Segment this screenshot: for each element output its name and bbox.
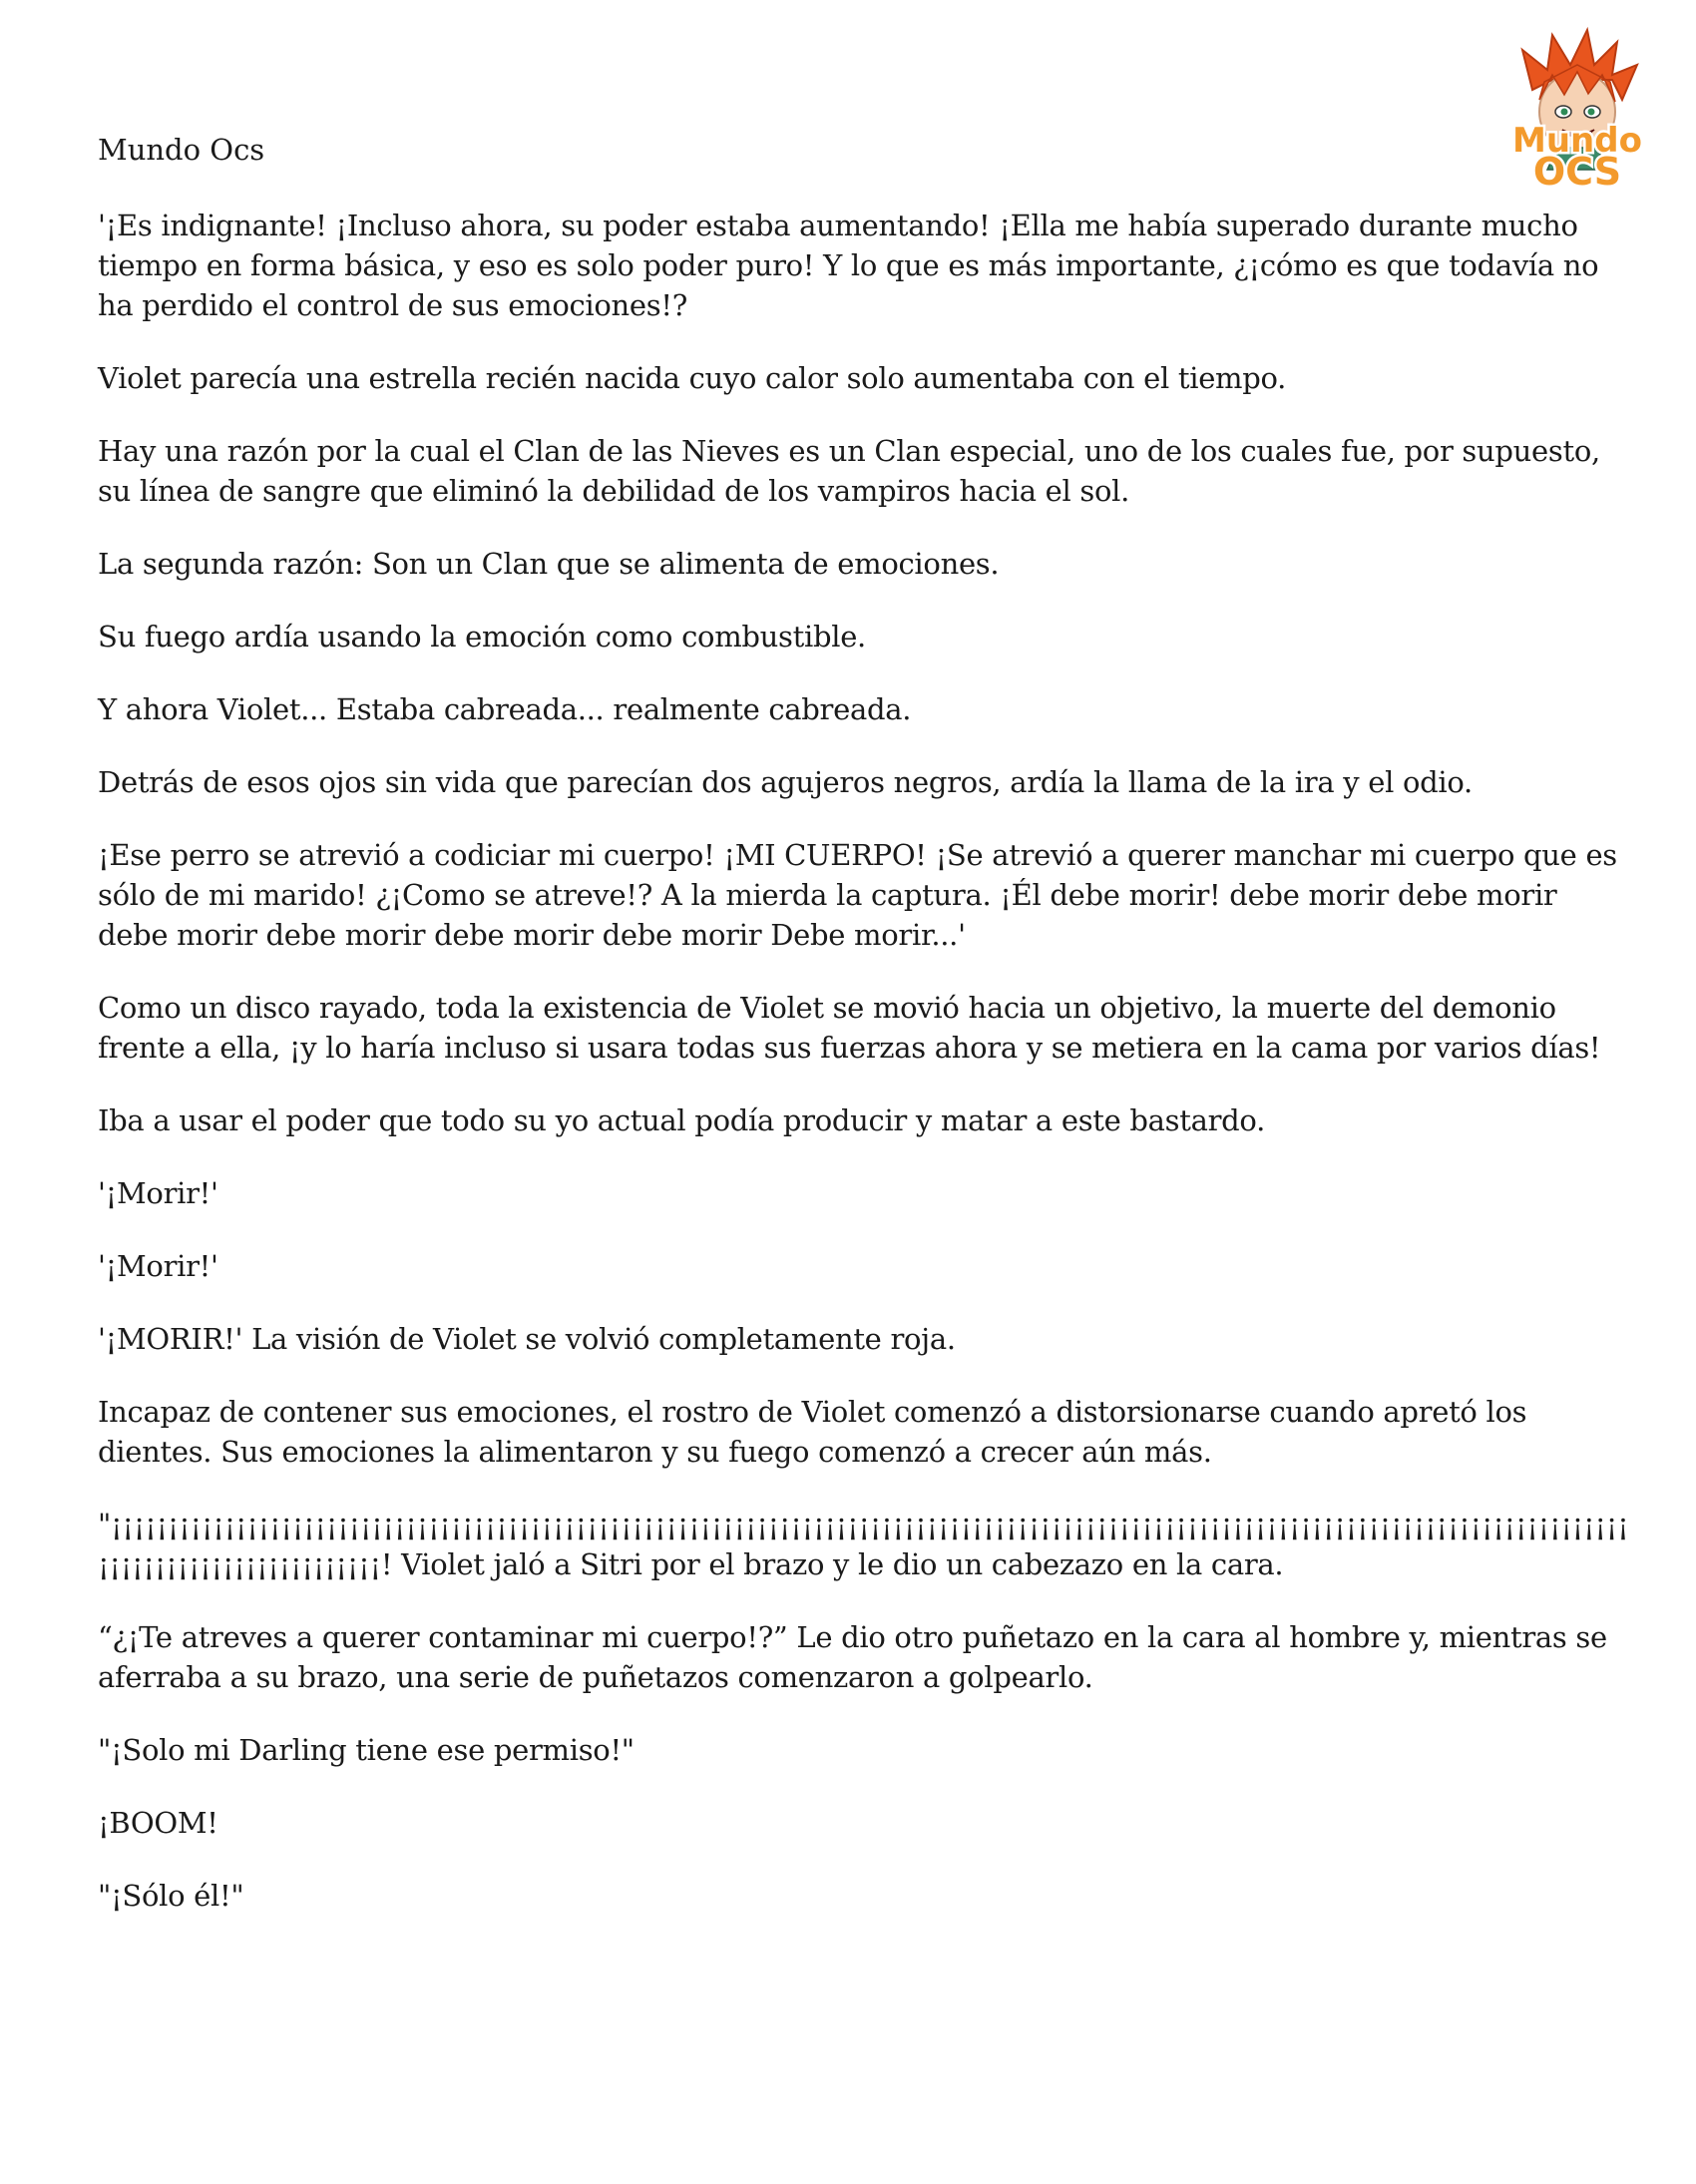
mundo-ocs-logo-icon xyxy=(1492,20,1662,195)
paragraph: Incapaz de contener sus emociones, el rostro de Violet comenzó a distorsionarse cuando apretó los dientes. Sus emociones la alimentaron y su fuego comenzó a crecer aún más. xyxy=(98,1395,1527,1469)
paragraph: "¡Sólo él!" xyxy=(98,1879,244,1913)
logo-text-line2: OCS xyxy=(1532,150,1622,194)
paragraph: Violet parecía una estrella recién nacida cuyo calor solo aumentaba con el tiempo. xyxy=(98,361,1287,395)
paragraph: “¿¡Te atreves a querer contaminar mi cuerpo!?” Le dio otro puñetazo en la cara al hombre y, mientras se aferraba a su brazo, una serie de puñetazos comenzaron a golpearlo. xyxy=(98,1620,1607,1694)
paragraph: "¡¡¡¡¡¡¡¡¡¡¡¡¡¡¡¡¡¡¡¡¡¡¡¡¡¡¡¡¡¡¡¡¡¡¡¡¡¡¡¡¡¡¡¡¡¡¡¡¡¡¡¡¡¡¡¡¡¡¡¡¡¡¡¡¡¡¡¡¡¡¡¡¡¡¡¡¡¡¡¡¡¡¡¡¡¡¡¡¡¡¡¡¡¡¡¡¡¡¡¡¡¡¡¡¡¡¡¡¡¡¡¡¡¡¡¡¡¡¡¡¡¡¡¡¡¡¡¡¡¡¡¡¡¡¡¡¡¡¡¡¡¡¡¡¡¡¡¡¡¡¡¡¡¡¡¡¡¡¡! Violet jaló a Sitri por el brazo y le dio un cabezazo en la cara. xyxy=(98,1508,1629,1581)
paragraph: '¡MORIR!' La visión de Violet se volvió completamente roja. xyxy=(98,1322,956,1356)
logo-wordmark xyxy=(1492,20,1662,195)
paragraph: Detrás de esos ojos sin vida que parecían dos agujeros negros, ardía la llama de la ira y el odio. xyxy=(98,765,1473,799)
paragraph: '¡Es indignante! ¡Incluso ahora, su poder estaba aumentando! ¡Ella me había superado durante mucho tiempo en forma básica, y eso es solo poder puro! Y lo que es más importante, ¿¡cómo es que todavía no ha perdido el control de sus emociones!? xyxy=(98,209,1599,322)
paragraph: Y ahora Violet... Estaba cabreada... realmente cabreada. xyxy=(98,692,912,726)
paragraph: '¡Morir!' xyxy=(98,1249,218,1283)
paragraph: ¡BOOM! xyxy=(98,1806,218,1840)
paragraph: Su fuego ardía usando la emoción como combustible. xyxy=(98,620,866,654)
page-header: Mundo Ocs xyxy=(98,133,265,167)
paragraph: La segunda razón: Son un Clan que se alimenta de emociones. xyxy=(98,547,1000,581)
logo-text-line1: Mundo xyxy=(1512,121,1642,161)
paragraph: Iba a usar el poder que todo su yo actual podía producir y matar a este bastardo. xyxy=(98,1103,1265,1137)
paragraph: ¡Ese perro se atrevió a codiciar mi cuerpo! ¡MI CUERPO! ¡Se atrevió a querer manchar mi cuerpo que es sólo de mi marido! ¿¡Como se atreve!? A la mierda la captura. ¡Él debe morir! debe morir debe morir debe morir debe morir debe morir debe morir Debe morir...' xyxy=(98,838,1617,952)
body-text xyxy=(98,206,1634,1949)
paragraph: Como un disco rayado, toda la existencia de Violet se movió hacia un objetivo, la muerte del demonio frente a ella, ¡y lo haría incluso si usara todas sus fuerzas ahora y se metiera en la cama por varios días! xyxy=(98,991,1601,1065)
paragraph: "¡Solo mi Darling tiene ese permiso!" xyxy=(98,1733,635,1767)
paragraph: Hay una razón por la cual el Clan de las Nieves es un Clan especial, uno de los cuales fue, por supuesto, su línea de sangre que eliminó la debilidad de los vampiros hacia el sol. xyxy=(98,434,1600,508)
paragraph: '¡Morir!' xyxy=(98,1176,218,1210)
